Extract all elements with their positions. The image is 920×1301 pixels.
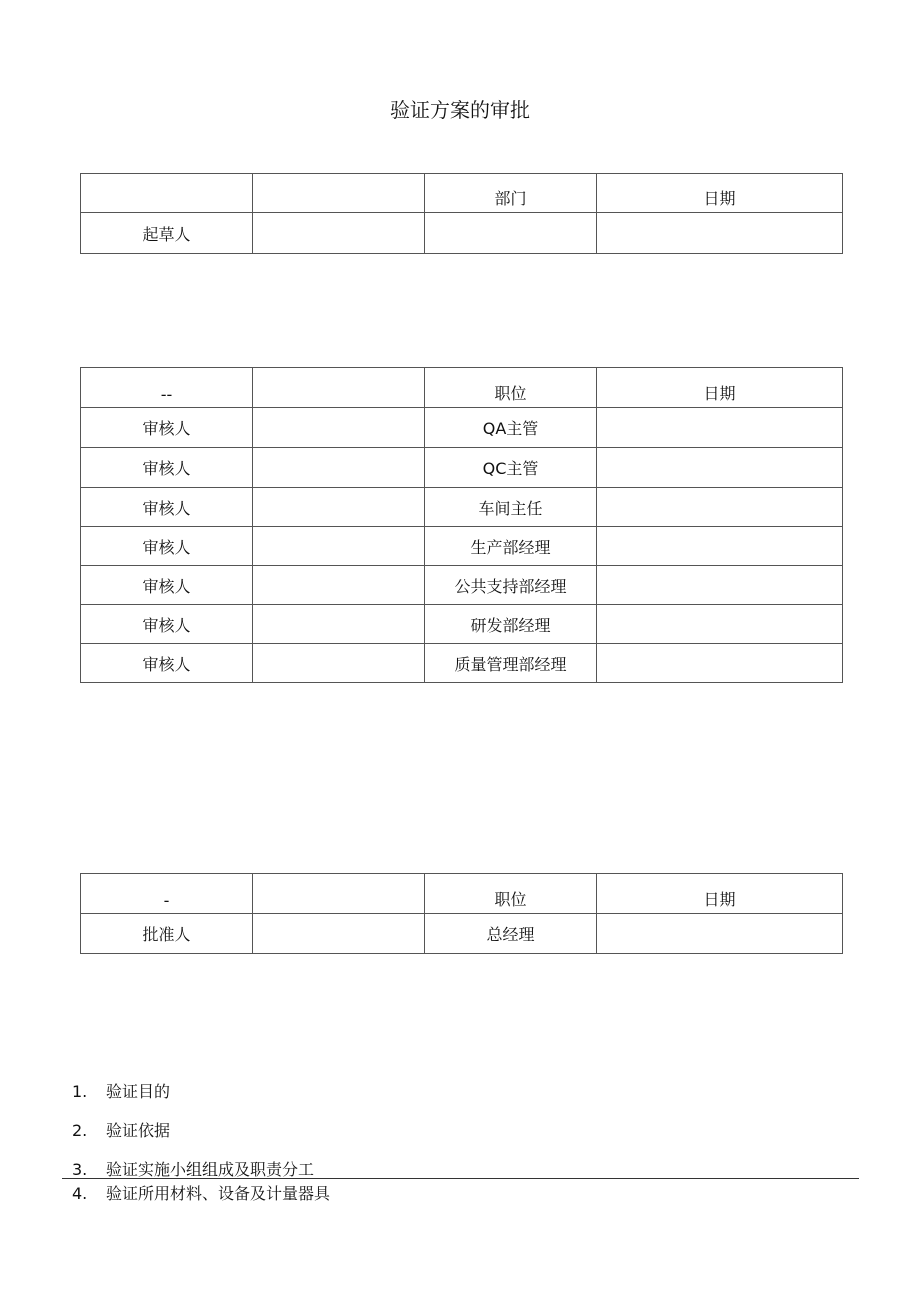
table-cell: 质量管理部经理	[425, 644, 597, 683]
table-cell	[597, 566, 843, 605]
table-cell: 批准人	[81, 914, 253, 954]
table-cell	[253, 368, 425, 408]
table-row	[81, 527, 843, 566]
section-label: 验证目的	[106, 1082, 171, 1101]
table-cell	[253, 174, 425, 213]
table-cell: 职位	[425, 874, 597, 914]
table-cell	[597, 408, 843, 448]
section-label: 验证实施小组组成及职责分工	[106, 1160, 315, 1179]
table-cell: 日期	[597, 874, 843, 914]
table-cell	[253, 605, 425, 644]
table-row	[81, 605, 843, 644]
table-cell	[597, 527, 843, 566]
table-cell: 研发部经理	[425, 605, 597, 644]
section-number: 2.	[72, 1121, 88, 1140]
table-cell: 审核人	[81, 527, 253, 566]
table-cell: 审核人	[81, 448, 253, 488]
section-number: 4.	[72, 1184, 88, 1203]
table-row	[81, 914, 843, 954]
section-item	[72, 1181, 330, 1204]
table-cell	[597, 914, 843, 954]
table-row	[81, 488, 843, 527]
section-label: 验证所用材料、设备及计量器具	[106, 1184, 331, 1203]
table-header-row	[81, 368, 843, 408]
table-cell: 日期	[597, 174, 843, 213]
table-header-row	[81, 174, 843, 213]
table-cell: 日期	[597, 368, 843, 408]
table-cell: 生产部经理	[425, 527, 597, 566]
table-cell: 车间主任	[425, 488, 597, 527]
table-cell: 审核人	[81, 566, 253, 605]
divider-line	[62, 1178, 859, 1179]
document-title: 验证方案的审批	[390, 98, 530, 122]
table-cell	[597, 644, 843, 683]
section-item	[72, 1079, 170, 1102]
table-cell: 公共支持部经理	[425, 566, 597, 605]
table-cell	[253, 566, 425, 605]
table-cell: QA主管	[425, 408, 597, 448]
table-cell	[253, 644, 425, 683]
table-cell	[253, 213, 425, 254]
table-cell: 审核人	[81, 488, 253, 527]
table-cell	[253, 874, 425, 914]
table-cell: 审核人	[81, 644, 253, 683]
table-cell: 总经理	[425, 914, 597, 954]
table-cell: 起草人	[81, 213, 253, 254]
section-item	[72, 1157, 314, 1180]
reviewer-table	[80, 367, 843, 683]
table-row	[81, 448, 843, 488]
table-cell	[597, 605, 843, 644]
table-header-row	[81, 874, 843, 914]
table-cell: 审核人	[81, 408, 253, 448]
table-cell: 部门	[425, 174, 597, 213]
table-cell	[425, 213, 597, 254]
table-cell	[597, 213, 843, 254]
table-cell	[253, 914, 425, 954]
section-label: 验证依据	[106, 1121, 171, 1140]
approver-table	[80, 873, 843, 954]
table-cell: 职位	[425, 368, 597, 408]
table-cell	[81, 174, 253, 213]
section-number: 1.	[72, 1082, 88, 1101]
table-cell	[253, 408, 425, 448]
table-cell: --	[81, 368, 253, 408]
table-row	[81, 566, 843, 605]
table-cell: QC主管	[425, 448, 597, 488]
table-cell: 审核人	[81, 605, 253, 644]
table-cell	[253, 527, 425, 566]
table-row	[81, 213, 843, 254]
table-row	[81, 644, 843, 683]
table-cell	[253, 488, 425, 527]
drafter-table	[80, 173, 843, 254]
table-row	[81, 408, 843, 448]
section-number: 3.	[72, 1160, 88, 1179]
table-cell: -	[81, 874, 253, 914]
table-cell	[253, 448, 425, 488]
table-cell	[597, 488, 843, 527]
table-cell	[597, 448, 843, 488]
section-item	[72, 1118, 170, 1141]
